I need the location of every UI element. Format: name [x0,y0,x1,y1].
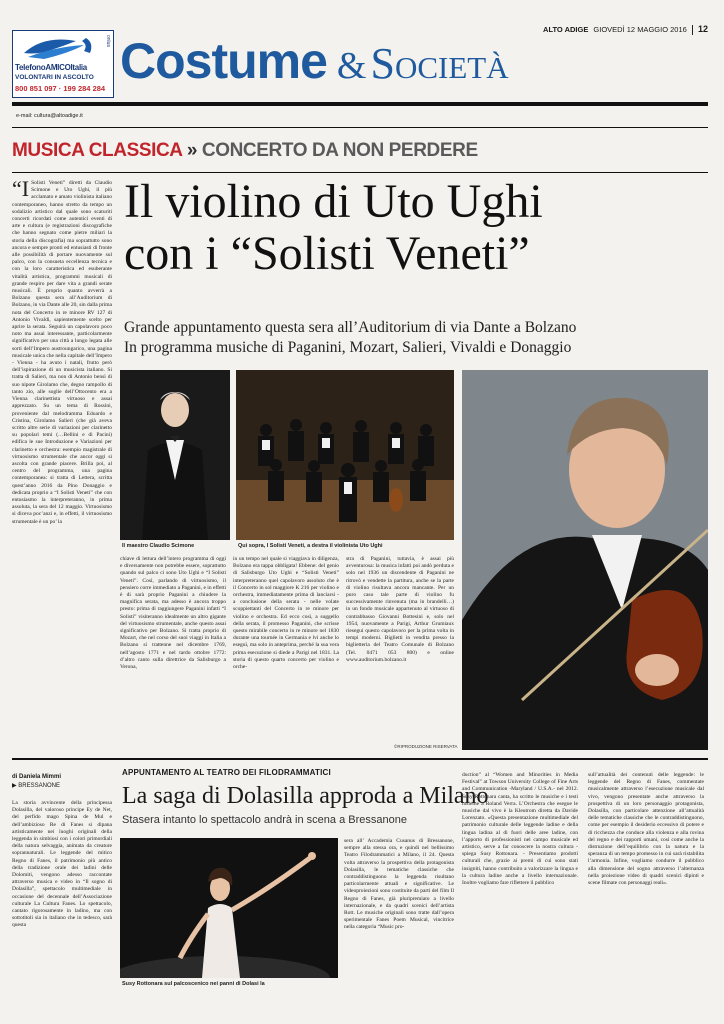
photo-solisti-veneti [236,370,454,540]
orchestra-illustration [236,370,454,540]
scimone-illustration [120,370,230,540]
byline-block [12,774,112,789]
telefono-amico-ad [12,30,114,98]
main-col-1-text: Solisti Veneti” diretti da Claudio Scimone e Uto Ughi, il più acclamato e amato violinista italiano contemporaneo, hanno stretto da tempo un sodalizio artistico dal quale sono scaturiti concerti ricordati come autentici eventi di arte e cultura (e registrazioni discografiche che hanno segnato come pietre miliari la storia della discografia) ma soprattutto sono ancora e sempre pronti ed entusiasti di fronte alle possibilità di portare nuovamente sul palco, con la consueta eccellenza tecnica e con la loro caratteristica ed esuberante vitalità artistica, programmi musicali di grande respiro per dare vita a grandi serate musicali. È proprio quanto avverrà a Bolzano questa sera all’Auditorium di Bolzano, in via Dante alle 20, sin dalla prima nota del Concerto in re minore RV 127 di Antonio Vivaldi, sapientemente scelto per aprire la serata. Seguirà un capolavoro poco noto ma assai interessante, particolarmente significativo per una città a lungo legata alle sorti dell’Impero austroungarico, una pagina musicale unica che nella capitale dell’Impero - Vienna - ha avuto i natali, frutto però dell’ispirazione di un musicista italiano. Si tratta di Salieri, ma non di Antonio bensì di suo nipote Girolamo che, degno rampollo di tanto zio, alle soglie dell’Ottocento era a Vienna clarinettista virtuoso e assai apprezzato. Su un tema di Rossini, proveniente dal melodramma Edoardo e Cristina, Girolamo Salieri (che già aveva scritto altre serie di variazioni per clarinetto su popolari temi (…Bellini e di Pacini) edifica le sue Introduzione e Variazioni per clarinetto e orchestra: esempio magistrale di virtuosismo strumentale che ancor oggi si ascolta con grande piacere. Brilla poi, al centro del programma, una pagina contemporanea: si tratta di Lettera, scritta quest’anno 2016 da Pino Donaggio e dedicata proprio a “I Solisti Veneti” che con entusiasmo la interpreteranno, in prima assoluta, la sera del 12 maggio. Virtuosismo si diceva poc’anzi e, in effetti, il virtuosismo strumentale è un po’ la [12,180,112,525]
second-col-4-text: sull’attualità dei contenuti delle leggende: le leggende del Regno di Fanes, commentate musicalmente attraverso l’esecuzione musicale dal vivo, vengono presentate anche attraverso la prospettiva di un loro personaggio protagonista, Dolasilla, con particolare attenzione all’attualità delle tematiche classiche che le contraddistinguono, come per esempio il desiderio eccessivo di potere e di ricchezza che conduce alla violenza e alla rovina del regno e dei rapporti umani, così come anche la distruzione dell’equilibrio con la natura e la speranza di un tempo promesso in cui sarà ristabilita l’armonia. Infine, vogliamo condurre il pubblico alla dimensione del sogno attraverso l’alternanza nella proiezione video di quadri scenici dipinti e scene filmate con personaggi reali». [588,772,704,887]
photo-uto-ughi [462,370,708,750]
kicker-red: MUSICA CLASSICA [12,140,182,161]
header-rule [12,102,708,106]
main-kicker [12,140,572,170]
main-col-4 [346,556,454,742]
second-kicker: APPUNTAMENTO AL TEATRO DEI FILODRAMMATICI [122,768,331,777]
second-col-3 [462,772,578,998]
main-col-4-text: stra di Paganini, tuttavia, è assai più avventurosa: la musica infatti poi andò perduta e solo nel 1936 un discendente di Paganini ne ritrovò e vendette la partitura, anche se la parte di violino risultava ancora mancante. Per un puro caso tale parte di violino fu successivamente rinvenuta (ma in brandelli…) in un fondo musicale appartenuto al virtuoso di contrabbasso Giovanni Bottesini e, solo nel 1954, nuovamente a Parigi, Arthur Grumiaux riesegui questo capolavoro per la prima volta in tempi moderni. Biglietti in vendita presso la biglietteria del Teatro Comunale di Bolzano (Tel. 0471 053 800) e online www.auditorium.bolzano.it [346,556,454,663]
headline-line-2: con i “Solisti Veneti” [124,227,530,280]
dateline: ▶ BRESSANONE [12,783,60,789]
ad-volunteers: VOLONTARI IN ASCOLTO [15,74,94,81]
ad-brand: TelefonoAMICOItalia [15,63,87,72]
second-headline: La saga di Dolasilla approda a Milano [122,783,489,809]
ughi-illustration [462,370,708,750]
article-divider [12,758,708,760]
caption-scimone: Il maestro Claudio Scimone [122,543,195,549]
second-col-3-text: duction” al “Women and Minorities in Media Festival” at Towson University College of Fine Arts and Communication -Maryland / U.S.A.- nel 2012. Susy Rottonara canta, ha scritto le musiche e i testi insieme a Roland Verra. L’Orchestra che esegue le musiche dal vivo è la Kleutrom diretta da Davide Lorenzato. «Questa presentazione multimediale del patrimonio culturale delle leggende ladine e della lingua ladina al di fuori delle aree ladine, con l’apporto di professionisti nel campo musicale ed artistico, serve a far conoscere la nostra cultura - spiega Susy Rottonara. - Presentiamo prodotti culturali che, grazie ai premi di cui sono stati insigniti, hanno contribuito a valorizzare la lingua e la cultura ladine anche a livello internazionale. Inoltre vogliamo fare riflettere il pubblico [462,772,578,887]
header-rule-thin [12,127,708,128]
main-col-3 [233,556,339,752]
ad-phones: 800 851 097 · 199 284 284 [15,84,106,93]
main-col-3-text: in un tempo nel quale si viaggiava in diligenza, Bolzano era tappa obbligata! Ebbene: del genio di Salisburgo Uto Ughi e “Solisti Veneti” interpreteranno quel capolavoro assoluto che è il Concerto in sol maggiore K 216 per violino e orchestra, immediatamente prima di lanciarsi - a conclusione della serata - nelle volate scoppiettanti del Concerto in re minore per violino e orchestra. Ed ecco così, a suggello della serata, il promesso Paganini, che scrisse questo mirabile concerto in re minore nel 1830 durante una tournée in Germania e lvi anche lo eseguì, ma solo in anteprima, perché la sua vera prima esecuzione si diede a Parigi nel 1831. La storia di questo quarto concerto per violino e orche- [233,556,339,671]
headline-line-1: Il violino di Uto Ughi [124,175,543,228]
copyright-note: ©RIPRODUZIONE RISERVATA [394,744,458,749]
main-deck [124,318,714,358]
dropcap: “I [12,180,30,201]
deck-line-1: Grande appuntamento questa sera all’Auditorium di via Dante a Bolzano [124,319,577,336]
main-headline [124,176,714,306]
byline: di Daniela Mimmi [12,774,62,780]
caption-rottonara: Susy Rottonara sul palcoscenico nei panni di Dolasi la [122,981,265,987]
second-deck: Stasera intanto lo spettacolo andrà in scena a Bressanone [122,814,407,826]
main-col-1 [12,180,112,750]
photo-claudio-scimone [120,370,230,540]
main-col-2-text: chiave di lettura dell’intero programma di oggi e diversamente non potrebbe essere, soprattutto quando sul palco ci sono Uto Ughi e “I Solisti Veneti”. Così, parlando di virtuosismo, il pensiero corre immediato a Paganini, e in effetti è di sarà proprio Paganini a chiudere la magnifica serata, ma adesso è ancora troppo presto: prima di raggiungere Paganini infatti “I Solisti” visiteranno idealmente un altro gigante del virtuosismo strumentale, anche questo assai significativo per Bolzano. Si tratta proprio di Mozart, che nel corso del suoi viaggi in Italia a Bolzano si trattenne nel dicembre 1769, nell’agosto 1771 e nel tardo ottobre 1772: d’altro canto sulla direttrice da Salisburgo a Verona, [120,556,226,671]
section-title-costume: Costume [120,33,327,89]
section-title-amp: & [336,45,367,87]
main-col-2 [120,556,226,752]
section-email: e-mail: cultura@altoadige.it [16,113,83,119]
section-title [120,32,640,102]
second-col-1 [12,800,112,1000]
photo-susy-rottonara [120,838,338,978]
dolasilla-illustration [120,838,338,978]
second-col-4 [588,772,704,998]
second-col-2 [344,838,454,998]
publication-date: GIOVEDÌ 12 MAGGIO 2016 [593,25,687,34]
kicker-rule [12,172,708,173]
kicker-arrows: » [186,140,197,161]
publication-name: ALTO ADIGE [543,25,589,34]
kicker-gray: CONCERTO DA NON PERDERE [201,140,478,161]
section-title-societa: Società [370,39,509,88]
deck-line-2: In programma musiche di Paganini, Mozart, Salieri, Vivaldi e Donaggio [124,339,572,356]
page-number: 12 [697,24,708,34]
telefono-amico-logo [14,33,112,63]
caption-orchestra: Qui sopra, I Solisti Veneti, a destra il violinista Uto Ughi [238,543,383,549]
second-col-2-text: sera all’ Accademia Cusanus di Bressanone, sempre alla stessa ora, e quindi nel bellissimo Teatro Filodrammatici a Milano, il 24. Questa volta attraverso la prospettiva della protagonista Dolasilla, le tematiche classiche che contraddistinguono la leggenda risultano particolarmente attuali e significative. Le videoproiezioni sono costituite da parti del film Il Regno di Fanes, già pluripremiato a livello internazionale, e da quadri scenici dell’artista Rott. Le musiche originali sono tratte dall’opera sperimentale Fanes Poem Musical, vincitrice nella categoria “Music pro- [344,838,454,931]
ad-onlus: onlus [105,35,111,47]
second-col-1-text: La storia avvincente della principessa Dolasilla, del valoroso principe Ey de Net, del perfido mago Spina de Mul e dell’ambizioso Re di Fanes si dipana artisticamente nei luoghi originali della leggenda in simbiosi con i colori primordiali della natura selvaggia, animata da creature soprannaturali. Le leggende del mitico Regno di Fanes, il patrimonio più antico della tradizione orale dei ladini delle Dolomiti, vengono adesso raccontate attraverso musica e video in “Il sogno di Dolasilla”, spettacolo multimediale in occasione del decennale dell’Associazione culturale La Cultura Fanes. Lo spettacolo, cantato rigorosamente in ladino, ma con sottotitoli sia in italiano che in tedesco, sarà questa [12,800,112,929]
